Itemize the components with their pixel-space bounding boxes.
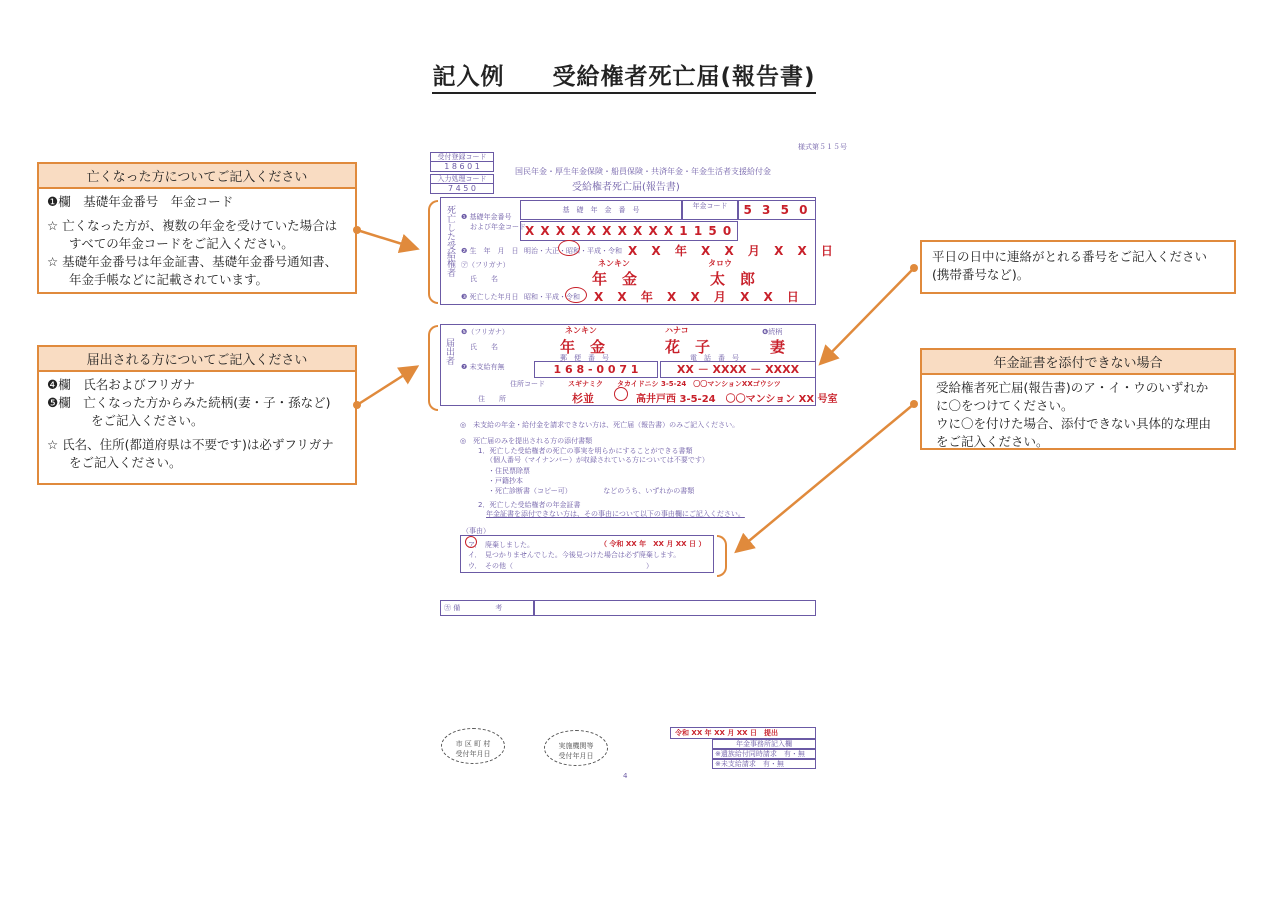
remarks-label: ㋕ 備 考 — [440, 600, 534, 616]
address-furigana: スギナミク タカイドニシ 3-5-24 〇〇マンションXXゴウシツ — [568, 380, 781, 388]
phone-number: XX － XXXX － XXXX — [660, 361, 816, 378]
death-era-options: 昭和・平成・令和 — [524, 293, 580, 301]
note-2: ◎ 死亡届のみを提出される方の添付書類 — [460, 437, 593, 445]
reason-a-circle — [465, 536, 477, 548]
municipal-stamp-line1: 市 区 町 村 — [455, 740, 491, 748]
birth-date: X X 年 X X 月 X X 日 — [628, 244, 833, 258]
note-5: ・住民票除票 — [488, 467, 530, 475]
page-number: 4 — [623, 772, 628, 780]
address-rest: 高井戸西 3-5-24 〇〇マンション XX 号室 — [636, 394, 838, 405]
reason-label: （事由） — [462, 527, 490, 535]
submission-date-text: 令和 XX 年 XX 月 XX 日 提出 — [675, 729, 779, 737]
callout-line: に〇をつけてください。 — [936, 398, 1074, 413]
field1-sublabel: および年金コード — [470, 223, 526, 231]
callout-line: ❹欄 氏名およびフリガナ — [47, 377, 196, 392]
arrow-reporter — [357, 368, 415, 405]
office-label: 年金事務所記入欄 — [712, 739, 816, 749]
address-label: 住 所 — [478, 395, 506, 403]
note-9: 年金証書を添付できない方は、その事由について以下の事由欄にご記入ください。 — [486, 510, 745, 518]
reason-u: ウ． その他（ ） — [468, 562, 653, 570]
municipal-stamp-line2: 受付年月日 — [455, 750, 491, 758]
callout-certificate-head: 年金証書を添付できない場合 — [922, 350, 1234, 375]
note-3: 1．死亡した受給権者の死亡の事実を明らかにすることができる書類 — [478, 447, 693, 455]
bracket-reporter — [428, 325, 438, 411]
callout-line: ウに〇を付けた場合、添付できない具体的な理由 — [936, 416, 1212, 431]
callout-line: 受給権者死亡届(報告書)のア・イ・ウのいずれか — [936, 380, 1209, 395]
tel-label: 電 話 番 号 — [690, 354, 739, 362]
submission-date — [670, 727, 816, 739]
relation-label: ❻続柄 — [762, 328, 783, 336]
death-era-circle — [565, 287, 587, 303]
office-line-2: ※未支給請求 有・無 — [712, 759, 816, 769]
note-1: ◎ 未支給の年金・給付金を請求できない方は、死亡届（報告書）のみご記入ください。 — [460, 421, 740, 429]
reporter-relation: 妻 — [770, 338, 786, 356]
reporter-furigana-last: ネンキン — [565, 326, 597, 335]
ward-circle — [614, 387, 628, 401]
callout-line: ☆ 氏名、住所(都道府県は不要です)は必ずフリガナ — [47, 437, 334, 452]
deceased-name-label: 氏 名 — [470, 275, 498, 283]
field2-label: ❷ 生 年 月 日 — [461, 247, 519, 255]
agency-stamp — [544, 730, 608, 766]
callout-line: ❶欄 基礎年金番号 年金コード — [47, 194, 234, 209]
reason-a: ア． 廃棄しました。 — [468, 541, 534, 549]
callout-line: をご記入ください。 — [91, 413, 204, 428]
birth-era-circle — [558, 240, 580, 256]
zip-code: 1 6 8 - 0 0 7 1 — [534, 361, 658, 378]
deceased-last-name: 年 金 — [592, 270, 638, 288]
reporter-name-label: 氏 名 — [470, 343, 498, 351]
title-text: 記入例 受給権者死亡届(報告書) — [432, 64, 815, 94]
input-code: 7 4 5 0 — [430, 183, 494, 194]
agency-stamp-line1: 実施機関等 — [558, 742, 594, 750]
municipal-stamp — [441, 728, 505, 764]
basic-no-label: 基 礎 年 金 番 号 — [520, 200, 682, 220]
arrow-deceased — [357, 230, 415, 248]
callout-line: をご記入ください。 — [936, 434, 1049, 449]
input-code-label: 入力処理コード — [430, 174, 494, 184]
deceased-furigana-label: ㋐（フリガナ） — [461, 261, 510, 269]
zip-label: 郵 便 番 号 — [560, 354, 609, 362]
pension-code: 5 3 5 0 — [738, 200, 816, 220]
field5-label: ❺（フリガナ） — [461, 328, 509, 336]
reason-a-date: （ 令和 XX 年 XX 月 XX 日 ） — [600, 540, 706, 548]
callout-reporter-head: 届出される方についてご記入ください — [39, 347, 355, 372]
side-label-deceased: 死亡した受給権者 — [445, 205, 455, 277]
style-number: 様式第５１５号 — [798, 143, 847, 151]
form-header-1: 国民年金・厚生年金保険・船員保険・共済年金・年金生活者支援給付金 — [515, 167, 771, 176]
address-code-label: 住所コード — [510, 380, 545, 388]
reason-i: イ． 見つかりませんでした。今後見つけた場合は必ず廃棄します。 — [468, 551, 681, 559]
registration-code-label: 受付登録コード — [430, 152, 494, 162]
callout-phone-text: 平日の日中に連絡がとれる番号をご記入ください(携帯番号など)。 — [932, 249, 1208, 282]
reporter-first-name: 花 子 — [665, 338, 711, 356]
registration-code: 1 8 6 0 1 — [430, 161, 494, 172]
bracket-reason — [717, 535, 727, 577]
note-4: （個人番号（マイナンバー）が収録されている方については不要です） — [486, 456, 709, 464]
office-line-1: ※遺族給付同時請求 有・無 — [712, 749, 816, 759]
callout-line: ☆ 基礎年金番号は年金証書、基礎年金番号通知書、 — [47, 254, 338, 269]
address-ward: 杉並 — [572, 392, 594, 405]
note-8: 2．死亡した受給権者の年金証書 — [478, 501, 581, 509]
reporter-last-name: 年 金 — [560, 338, 606, 356]
pension-code-label: 年金コード — [682, 200, 738, 220]
note-7: ・死亡診断書（コピー可） などのうち、いずれかの書類 — [488, 487, 695, 495]
callout-line: ❺欄 亡くなった方からみた続柄(妻・子・孫など) — [47, 395, 331, 410]
field3-label: ❸ 死亡した年月日 — [461, 293, 519, 301]
agency-stamp-line2: 受付年月日 — [558, 752, 594, 760]
callout-line: をご記入ください。 — [69, 455, 182, 470]
callout-line: すべての年金コードをご記入ください。 — [69, 236, 294, 251]
callout-deceased-head: 亡くなった方についてご記入ください — [39, 164, 355, 189]
death-date: X X 年 X X 月 X X 日 — [594, 290, 799, 304]
basic-pension-number: X X X X X X X X X X 1 1 5 0 — [520, 221, 738, 241]
form-header-2: 受給権者死亡届(報告書) — [572, 182, 680, 193]
callout-line: 年金手帳などに記載されています。 — [69, 272, 269, 287]
deceased-first-name: 太 郎 — [710, 270, 756, 288]
birth-era-options: 明治・大正・昭和・平成・令和 — [524, 247, 622, 255]
callout-line: ☆ 亡くなった方が、複数の年金を受けていた場合は — [47, 218, 338, 233]
deceased-furigana-last: ネンキン — [598, 259, 630, 268]
side-label-reporter: 届出者 — [444, 338, 454, 365]
bracket-deceased — [428, 200, 438, 304]
reporter-furigana-first: ハナコ — [665, 326, 689, 335]
arrow-certificate — [738, 404, 914, 550]
field1-label: ❶ 基礎年金番号 — [461, 213, 512, 221]
deceased-furigana-first: タロウ — [708, 259, 732, 268]
arrow-phone — [822, 268, 914, 362]
note-6: ・戸籍抄本 — [488, 477, 523, 485]
remarks-field — [534, 600, 816, 616]
field7-label: ❼ 未支給有無 — [461, 363, 505, 371]
